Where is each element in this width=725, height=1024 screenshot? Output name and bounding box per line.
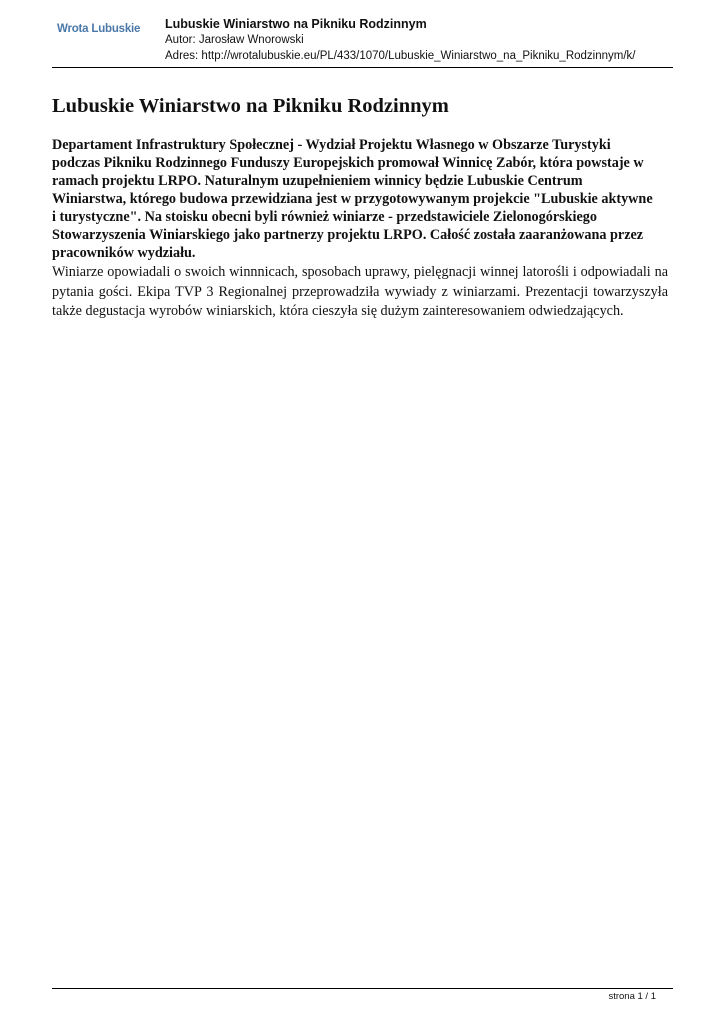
lead-line: ramach projektu LRPO. Naturalnym uzupełnieniem winnicy będzie Lubuskie Centrum xyxy=(52,173,583,189)
lead-line: i turystyczne". Na stoisku obecni byli również winiarze - przedstawiciele Zielonogórskiego xyxy=(52,209,597,225)
lead-line: Stowarzyszenia Winiarskiego jako partnerzy projektu LRPO. Całość została zaaranżowana przez xyxy=(52,227,644,243)
site-logo: Wrota Lubuskie xyxy=(57,23,141,35)
header-author: Autor: Jarosław Wnorowski xyxy=(165,34,304,46)
header-address: Adres: http://wrotalubuskie.eu/PL/433/1070/Lubuskie_Winiarstwo_na_Pikniku_Rodzinnym/k/ xyxy=(165,50,636,62)
article-body: Winiarze opowiadali o swoich winnnicach, sposobach uprawy, pielęgnacji winnej latorośli i odpowiadali na pytania gości. Ekipa TVP 3 Regionalnej przeprowadziła wywiady z winiarzami. Prezentacji towarzyszyła także degustacja wyrobów winiarskich, która cieszyła się dużym zainteresowaniem odwiedzających. xyxy=(52,264,668,319)
page-footer xyxy=(52,988,673,1002)
lead-line: Winiarstwa, którego budowa przewidziana jest w przygotowywanym projekcie "Lubuskie aktywne xyxy=(52,191,653,207)
lead-line: pracowników wydziału. xyxy=(52,245,196,261)
page-number: strona 1 / 1 xyxy=(608,991,656,1002)
header-title: Lubuskie Winiarstwo na Pikniku Rodzinnym xyxy=(165,17,427,31)
article-lead xyxy=(52,136,674,262)
lead-line: Departament Infrastruktury Społecznej - Wydział Projektu Własnego w Obszarze Turystyki xyxy=(52,137,611,153)
document-meta xyxy=(165,16,636,64)
lead-line: podczas Pikniku Rodzinnego Funduszy Europejskich promował Winnicę Zabór, która powstaje w xyxy=(52,155,644,171)
article-title: Lubuskie Winiarstwo na Pikniku Rodzinnym xyxy=(52,95,449,117)
page-header xyxy=(52,15,673,68)
